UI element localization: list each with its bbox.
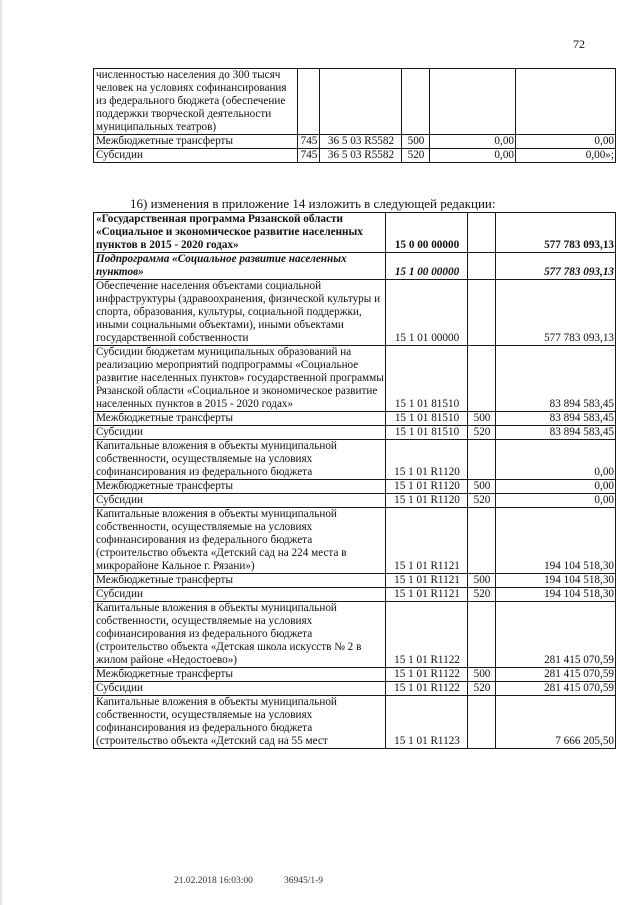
row-amount: 7 666 205,50 xyxy=(496,696,616,749)
row-amount: 577 783 093,13 xyxy=(496,213,616,253)
table-row xyxy=(94,69,616,135)
row-vr xyxy=(468,440,496,480)
row-amount: 577 783 093,13 xyxy=(496,280,616,346)
row-vr: 500 xyxy=(468,480,496,494)
row-name: Капитальные вложения в объекты муниципальной собственности, осуществляемые на условиях софинансирования из федерального бюджета (строительство объекта «Детский сад на 224 места в микрорайоне Кальное г. Рязани») xyxy=(94,508,386,574)
row-code xyxy=(320,69,402,135)
section-instruction: 16) изменения в приложение 14 изложить в следующей редакции: xyxy=(130,196,496,211)
row-amount: 577 783 093,13 xyxy=(496,253,616,280)
row-name: Субсидии бюджетам муниципальных образований на реализацию мероприятий подпрограммы «Социальное развитие населенных пунктов» государственной программы Рязанской области «Социальное и экономическое развитие населенных пунктов в 2015 - 2020 годах» xyxy=(94,346,386,412)
row-amount: 281 415 070,59 xyxy=(496,602,616,668)
row-vr: 520 xyxy=(468,494,496,508)
row-code: 36 5 03 R5582 xyxy=(320,135,402,149)
row-code: 15 1 01 R1120 xyxy=(386,440,468,480)
row-name: Субсидии xyxy=(94,494,386,508)
row-vr xyxy=(468,280,496,346)
row-amount: 83 894 583,45 xyxy=(496,346,616,412)
row-amount: 194 104 518,30 xyxy=(496,574,616,588)
row-amount-1: 0,00 xyxy=(430,149,516,163)
row-name: Субсидии xyxy=(94,426,386,440)
row-code: 15 1 01 00000 xyxy=(386,280,468,346)
table-row xyxy=(94,280,616,346)
row-code: 15 1 01 R1122 xyxy=(386,602,468,668)
row-code: 15 1 01 R1121 xyxy=(386,508,468,574)
row-amount: 281 415 070,59 xyxy=(496,668,616,682)
row-vr: 500 xyxy=(468,668,496,682)
row-amount: 0,00 xyxy=(496,494,616,508)
row-name: Межбюджетные трансферты xyxy=(94,480,386,494)
table-row xyxy=(94,440,616,480)
row-name: Межбюджетные трансферты xyxy=(94,135,298,149)
row-vr xyxy=(468,253,496,280)
scan-edge xyxy=(0,0,3,905)
table-row xyxy=(94,682,616,696)
row-ministry: 745 xyxy=(298,135,320,149)
row-amount: 83 894 583,45 xyxy=(496,426,616,440)
row-vr: 520 xyxy=(468,588,496,602)
row-code: 15 1 01 81510 xyxy=(386,412,468,426)
row-name: численностью населения до 300 тысяч человек на условиях софинансирования из федерального бюджета (обеспечение поддержки творческой деятельности муниципальных театров) xyxy=(94,69,298,135)
row-code: 15 1 01 R1121 xyxy=(386,588,468,602)
row-name: Капитальные вложения в объекты муниципальной собственности, осуществляемые на условиях софинансирования из федерального бюджета (строительство объекта «Детская школа искусств № 2 в жилом районе «Недостоево») xyxy=(94,602,386,668)
row-amount: 194 104 518,30 xyxy=(496,588,616,602)
row-vr: 520 xyxy=(402,149,430,163)
row-vr xyxy=(468,602,496,668)
budget-table-appendix-14 xyxy=(93,212,616,749)
row-vr xyxy=(468,696,496,749)
row-code: 15 1 00 00000 xyxy=(386,253,468,280)
table-row xyxy=(94,668,616,682)
row-code: 36 5 03 R5582 xyxy=(320,149,402,163)
row-vr: 520 xyxy=(468,682,496,696)
footer-timestamp: 21.02.2018 16:03:00 xyxy=(174,876,253,886)
table-row xyxy=(94,149,616,163)
row-name: Межбюджетные трансферты xyxy=(94,412,386,426)
row-vr xyxy=(402,69,430,135)
row-name: Межбюджетные трансферты xyxy=(94,668,386,682)
row-vr: 500 xyxy=(402,135,430,149)
row-code: 15 1 01 81510 xyxy=(386,346,468,412)
row-vr xyxy=(468,346,496,412)
row-amount: 194 104 518,30 xyxy=(496,508,616,574)
budget-table-continuation xyxy=(93,68,616,163)
row-amount-1: 0,00 xyxy=(430,135,516,149)
row-name: Субсидии xyxy=(94,149,298,163)
table-row xyxy=(94,508,616,574)
table-row xyxy=(94,588,616,602)
table-row xyxy=(94,346,616,412)
row-amount: 83 894 583,45 xyxy=(496,412,616,426)
row-vr xyxy=(468,213,496,253)
table-row xyxy=(94,412,616,426)
row-code: 15 1 01 81510 xyxy=(386,426,468,440)
row-amount: 0,00 xyxy=(496,480,616,494)
row-code: 15 1 01 R1122 xyxy=(386,682,468,696)
table-row xyxy=(94,696,616,749)
footer-doc-code: 36945/1-9 xyxy=(284,876,324,886)
table-row xyxy=(94,426,616,440)
row-code: 15 1 01 R1123 xyxy=(386,696,468,749)
row-vr: 500 xyxy=(468,412,496,426)
row-code: 15 1 01 R1120 xyxy=(386,480,468,494)
row-name: Капитальные вложения в объекты муниципальной собственности, осуществляемые на условиях софинансирования из федерального бюджета (строительство объекта «Детский сад на 55 мест xyxy=(94,696,386,749)
row-vr: 520 xyxy=(468,426,496,440)
row-ministry: 745 xyxy=(298,149,320,163)
row-name: Субсидии xyxy=(94,682,386,696)
table-row xyxy=(94,135,616,149)
row-amount: 281 415 070,59 xyxy=(496,682,616,696)
row-name: Субсидии xyxy=(94,588,386,602)
row-amount-1 xyxy=(430,69,516,135)
page-number: 72 xyxy=(573,37,585,51)
row-vr: 500 xyxy=(468,574,496,588)
row-code: 15 1 01 R1120 xyxy=(386,494,468,508)
row-name: Межбюджетные трансферты xyxy=(94,574,386,588)
row-code: 15 0 00 00000 xyxy=(386,213,468,253)
row-code: 15 1 01 R1121 xyxy=(386,574,468,588)
table-row xyxy=(94,213,616,253)
table-row xyxy=(94,253,616,280)
row-code: 15 1 01 R1122 xyxy=(386,668,468,682)
row-amount: 0,00 xyxy=(496,440,616,480)
row-name: Подпрограмма «Социальное развитие населенных пунктов» xyxy=(94,253,386,280)
row-amount-2 xyxy=(516,69,616,135)
row-amount-2: 0,00»; xyxy=(516,149,616,163)
table-row xyxy=(94,574,616,588)
table-row xyxy=(94,480,616,494)
table-row xyxy=(94,602,616,668)
row-name: Капитальные вложения в объекты муниципальной собственности, осуществляемые на условиях софинансирования из федерального бюджета xyxy=(94,440,386,480)
row-name: Обеспечение населения объектами социальной инфраструктуры (здравоохранения, физической культуры и спорта, образования, культуры, социальной поддержки, иными социальными объектами), иными объектами государственной собственности xyxy=(94,280,386,346)
row-vr xyxy=(468,508,496,574)
row-ministry xyxy=(298,69,320,135)
table-row xyxy=(94,494,616,508)
row-name: «Государственная программа Рязанской области «Социальное и экономическое развитие населенных пунктов в 2015 - 2020 годах» xyxy=(94,213,386,253)
row-amount-2: 0,00 xyxy=(516,135,616,149)
